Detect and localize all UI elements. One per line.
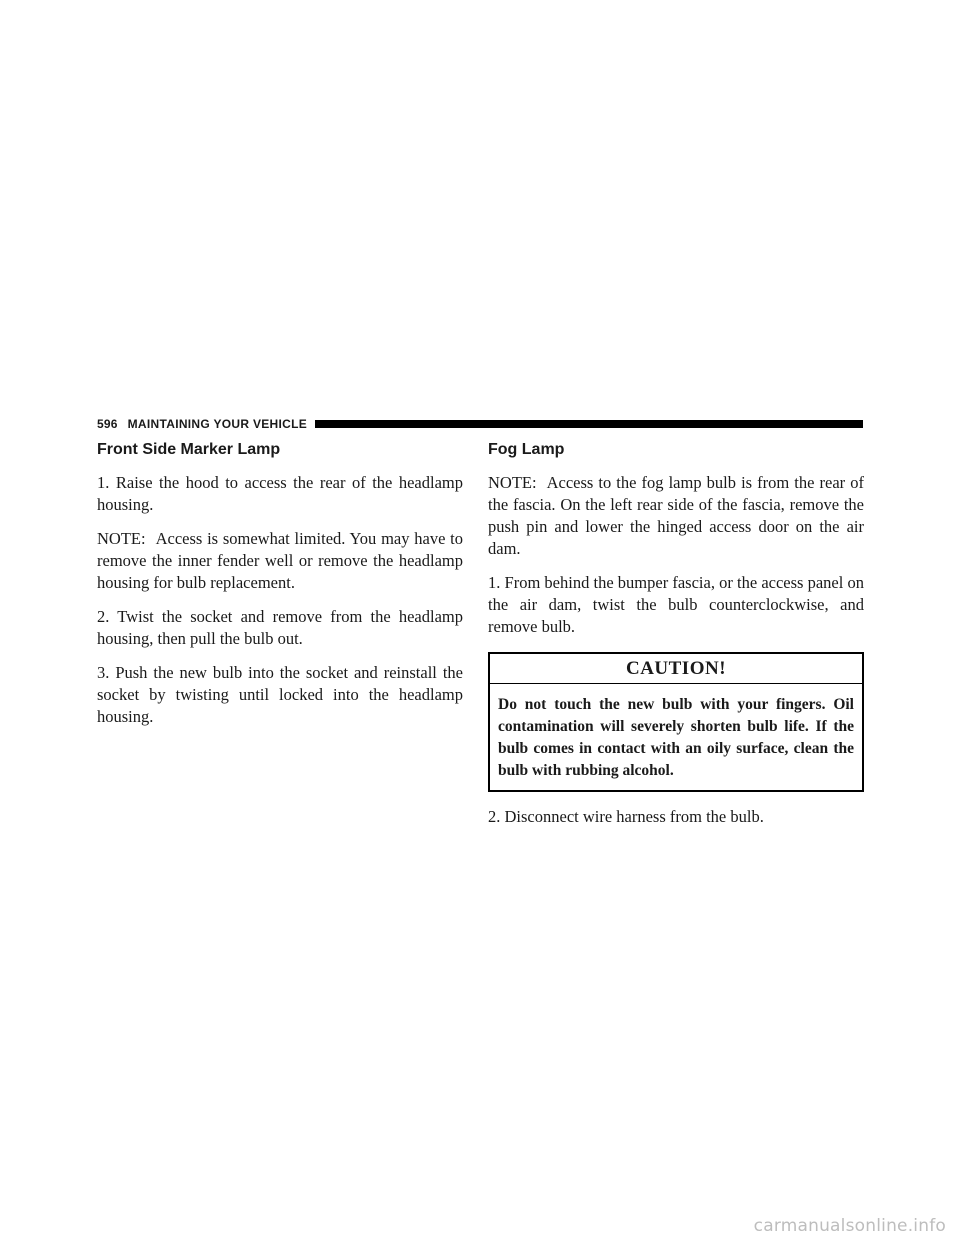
note-text: Access to the fog lamp bulb is from the rear of the fascia. On the left rear side of the fascia, remove the push pin and lower the hinged access door on the air dam. xyxy=(488,473,864,558)
left-column xyxy=(97,440,463,740)
note-label: NOTE: xyxy=(97,529,146,548)
header-rule xyxy=(315,420,863,428)
watermark: carmanualsonline.info xyxy=(753,1216,946,1236)
caution-text: Do not touch the new bulb with your fingers. Oil contamination will severely shorten bulb life. If the bulb comes in contact with an oily surface, clean the bulb with rubbing alcohol. xyxy=(498,696,854,779)
marker-note xyxy=(97,528,463,594)
fog-step-2: 2. Disconnect wire harness from the bulb. xyxy=(488,807,764,826)
marker-step-2: 2. Twist the socket and remove from the headlamp housing, then pull the bulb out. xyxy=(97,607,463,648)
note-label: NOTE: xyxy=(488,473,537,492)
marker-step-1: 1. Raise the hood to access the rear of the headlamp housing. xyxy=(97,473,463,514)
right-column xyxy=(488,440,864,840)
fog-lamp-heading: Fog Lamp xyxy=(488,441,565,458)
marker-step-3: 3. Push the new bulb into the socket and reinstall the socket by twisting until locked into the headlamp housing. xyxy=(97,663,463,726)
section-title: MAINTAINING YOUR VEHICLE xyxy=(127,417,308,431)
page-number: 596 xyxy=(97,417,118,431)
front-side-marker-heading: Front Side Marker Lamp xyxy=(97,441,281,458)
caution-title: CAUTION! xyxy=(490,654,862,684)
fog-note xyxy=(488,472,864,560)
caution-box xyxy=(488,652,864,792)
fog-step-1: 1. From behind the bumper fascia, or the access panel on the air dam, twist the bulb counterclockwise, and remove bulb. xyxy=(488,573,864,636)
note-text: Access is somewhat limited. You may have to remove the inner fender well or remove the headlamp housing for bulb replacement. xyxy=(97,529,463,592)
page-header xyxy=(97,416,863,432)
